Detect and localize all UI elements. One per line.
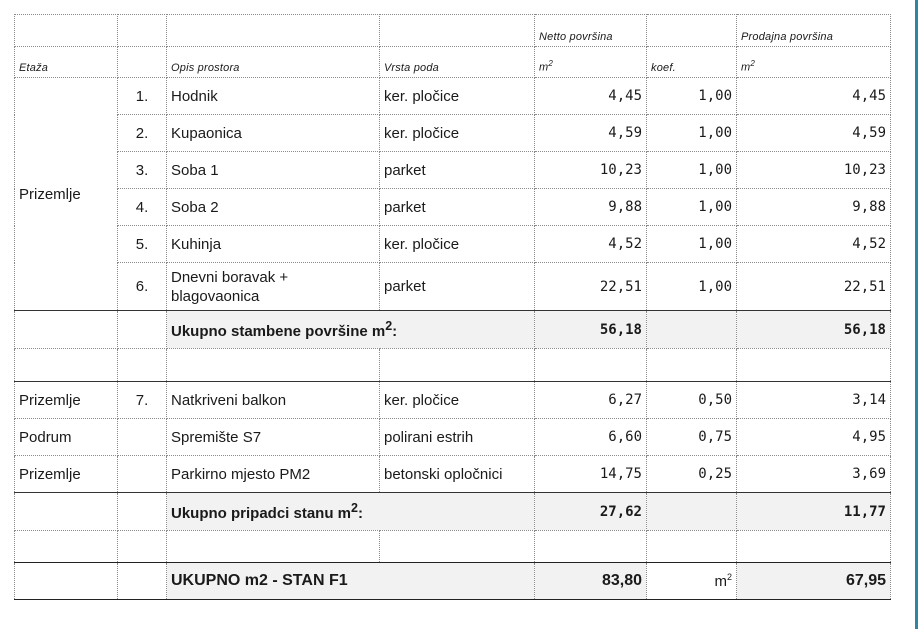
grand-total-label: UKUPNO m2 - STAN F1	[167, 563, 535, 600]
header-floor-type: Vrsta poda	[380, 47, 535, 78]
header-sale-area: Prodajna površina	[737, 15, 891, 47]
header-net-area: Netto površina	[535, 15, 647, 47]
floor-type: betonski opločnici	[380, 456, 535, 493]
table-row: 5. Kuhinja ker. pločice 4,52 1,00 4,52	[15, 226, 891, 263]
grand-total-net: 83,80	[535, 563, 647, 600]
room-name: Kupaonica	[167, 115, 380, 152]
spacer-row	[15, 531, 891, 563]
grand-total-unit: $m^2$	[647, 563, 737, 600]
appurtenance-subtotal-sale: 11,77	[737, 493, 891, 531]
floor-type: parket	[380, 263, 535, 311]
room-name: Soba 1	[167, 152, 380, 189]
room-name: Kuhinja	[167, 226, 380, 263]
header-row-2	[15, 47, 891, 78]
table-row: Prizemlje 1. Hodnik ker. pločice 4,45 1,00 4,45	[15, 78, 891, 115]
appurtenance-subtotal-row	[15, 493, 891, 531]
floor-type: ker. pločice	[380, 115, 535, 152]
floor-cell: Podrum	[15, 419, 118, 456]
floor-type: parket	[380, 189, 535, 226]
spacer-row	[15, 349, 891, 382]
floor-type: polirani estrih	[380, 419, 535, 456]
header-net-unit: $m^2$	[535, 47, 647, 78]
living-subtotal-sale: 56,18	[737, 311, 891, 349]
floor-type: ker. pločice	[380, 78, 535, 115]
room-name: Hodnik	[167, 78, 380, 115]
appurtenance-subtotal-net: 27,62	[535, 493, 647, 531]
floor-cell: Prizemlje	[15, 78, 118, 311]
table-row: 4. Soba 2 parket 9,88 1,00 9,88	[15, 189, 891, 226]
room-name: Soba 2	[167, 189, 380, 226]
area-specification-table	[14, 14, 891, 600]
grand-total-row	[15, 563, 891, 600]
header-sale-unit: $m^2$	[737, 47, 891, 78]
header-floor: Etaža	[15, 47, 118, 78]
right-border-bar	[904, 0, 919, 629]
grand-total-sale: 67,95	[737, 563, 891, 600]
table-row: 3. Soba 1 parket 10,23 1,00 10,23	[15, 152, 891, 189]
room-name: Parkirno mjesto PM2	[167, 456, 380, 493]
table-row: Podrum Spremište S7 polirani estrih 6,60 0,75 4,95	[15, 419, 891, 456]
header-row-1	[15, 15, 891, 47]
floor-cell: Prizemlje	[15, 382, 118, 419]
room-name: Natkriveni balkon	[167, 382, 380, 419]
table-row: Prizemlje Parkirno mjesto PM2 betonski opločnici 14,75 0,25 3,69	[15, 456, 891, 493]
room-name: Dnevni boravak + blagovaonica	[167, 263, 380, 311]
header-coef: koef.	[647, 47, 737, 78]
header-description: Opis prostora	[167, 47, 380, 78]
floor-type: parket	[380, 152, 535, 189]
appurtenance-subtotal-label: Ukupno pripadci stanu $m^2$:	[167, 493, 535, 531]
table-row: Prizemlje 7. Natkriveni balkon ker. pločice 6,27 0,50 3,14	[15, 382, 891, 419]
table-row: 2. Kupaonica ker. pločice 4,59 1,00 4,59	[15, 115, 891, 152]
floor-type: ker. pločice	[380, 382, 535, 419]
table-row: 6. Dnevni boravak + blagovaonica parket 22,51 1,00 22,51	[15, 263, 891, 311]
living-subtotal-net: 56,18	[535, 311, 647, 349]
room-name: Spremište S7	[167, 419, 380, 456]
living-subtotal-label: Ukupno stambene površine $m^2$:	[167, 311, 535, 349]
floor-cell: Prizemlje	[15, 456, 118, 493]
floor-type: ker. pločice	[380, 226, 535, 263]
living-subtotal-row	[15, 311, 891, 349]
